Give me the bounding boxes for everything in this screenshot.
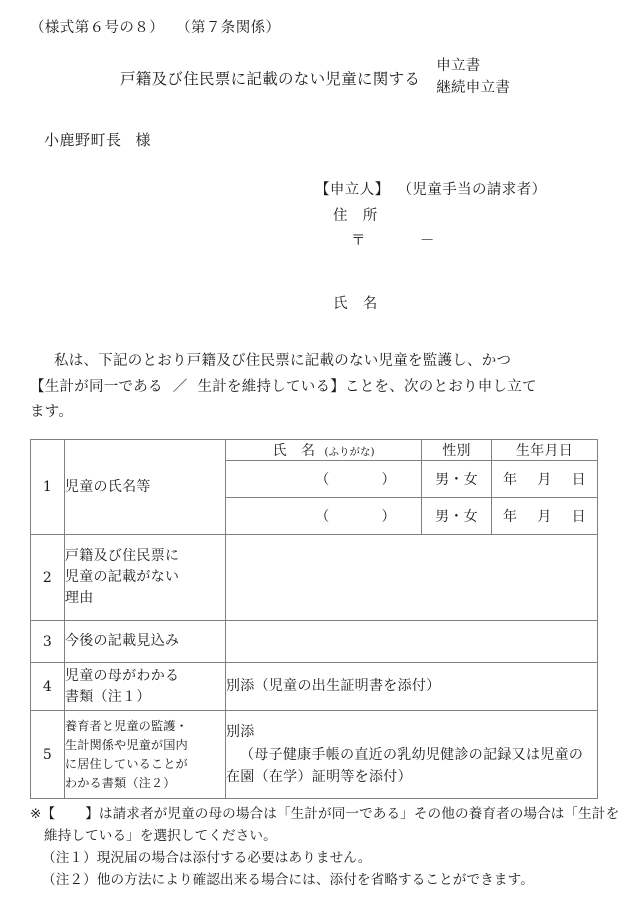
header-name-text: 氏 名 bbox=[272, 443, 316, 460]
dob-month-2: 月 bbox=[537, 509, 552, 526]
document-title bbox=[30, 56, 600, 100]
paren-close-2: ） bbox=[381, 509, 396, 526]
row-label-2 bbox=[64, 535, 225, 621]
row-label-2-line1: 戸籍及び住民票に bbox=[64, 548, 180, 565]
statement-line-1 bbox=[30, 349, 600, 374]
child-dob-input-1[interactable] bbox=[491, 461, 597, 498]
dob-month-1: 月 bbox=[537, 472, 552, 489]
statement-paragraph bbox=[30, 349, 600, 425]
row-label-4 bbox=[64, 663, 225, 711]
child-sex-choice-1[interactable]: 男・女 bbox=[422, 461, 492, 498]
row-number-2: 2 bbox=[31, 535, 65, 621]
row-number-4: 4 bbox=[31, 663, 65, 711]
row-number-5: 5 bbox=[31, 711, 65, 799]
statement-slash: ／ bbox=[172, 378, 188, 395]
dob-day-1: 日 bbox=[571, 472, 586, 489]
row-label-4-line2: 書類（注１） bbox=[64, 688, 151, 705]
table-row-4 bbox=[31, 663, 598, 711]
form-number-line bbox=[30, 0, 600, 40]
title-suffix-stack bbox=[436, 56, 510, 100]
table-row-1-header bbox=[31, 440, 598, 461]
applicant-address-row bbox=[315, 204, 600, 225]
row-label-5-line4: わかる書類（注２） bbox=[64, 775, 176, 790]
title-suffix-moushitatesho: 申立書 bbox=[436, 57, 481, 74]
dob-year-1: 年 bbox=[503, 472, 518, 489]
row-label-4-line1: 児童の母がわかる bbox=[64, 667, 180, 684]
child-name-input-1[interactable] bbox=[225, 461, 421, 498]
row-value-5[interactable] bbox=[225, 711, 597, 799]
paren-open-1: （ bbox=[315, 472, 330, 489]
row-value-4[interactable]: 別添（児童の出生証明書を添付） bbox=[225, 663, 597, 711]
star-mark-icon: ※ bbox=[30, 806, 42, 823]
row-number-3: 3 bbox=[31, 621, 65, 663]
table-row-3 bbox=[31, 621, 598, 663]
row-label-1: 児童の氏名等 bbox=[64, 440, 225, 535]
row-label-5-line2: 生計関係や児童が国内 bbox=[64, 737, 188, 752]
form-article-ref: （第７条関係） bbox=[176, 20, 281, 36]
child-dob-input-2[interactable] bbox=[491, 498, 597, 535]
row-label-5-line1: 養育者と児童の監護・ bbox=[64, 719, 188, 734]
row-value-3[interactable] bbox=[225, 621, 597, 663]
row-value-5-line2: （母子健康手帳の直近の乳幼児健診の記録又は児童の bbox=[239, 746, 584, 763]
applicant-name-row[interactable] bbox=[315, 292, 600, 313]
statement-line-2 bbox=[30, 375, 600, 400]
footnote-star-line1 bbox=[30, 803, 620, 825]
paren-open-2: （ bbox=[315, 509, 330, 526]
row-label-5-line3: に居住していることが bbox=[64, 756, 188, 771]
statement-line-3 bbox=[30, 400, 600, 425]
row-value-5-line3: 在園（在学）証明等を添付） bbox=[225, 769, 412, 786]
dob-day-2: 日 bbox=[571, 509, 586, 526]
row-label-5 bbox=[64, 711, 225, 799]
column-header-sex: 性別 bbox=[422, 440, 492, 461]
column-header-name bbox=[225, 440, 421, 461]
child-name-input-2[interactable] bbox=[225, 498, 421, 535]
row-label-2-line2: 児童の記載がない bbox=[64, 569, 180, 586]
declaration-table bbox=[30, 439, 598, 799]
postal-dash: － bbox=[419, 233, 435, 250]
addressee-line bbox=[30, 129, 600, 150]
applicant-heading-line bbox=[315, 178, 600, 199]
applicant-heading-note: （児童手当の請求者） bbox=[397, 182, 547, 199]
applicant-block bbox=[30, 178, 600, 313]
footnote-note-2: （注２）他の方法により確認出来る場合には、添付を省略することができます。 bbox=[42, 872, 534, 889]
footnotes bbox=[30, 803, 620, 891]
footnote-star-line2: 維持している」を選択してください。 bbox=[44, 828, 277, 845]
form-style-code: （様式第６号の８） bbox=[30, 20, 165, 36]
row-label-3: 今後の記載見込み bbox=[64, 621, 225, 663]
table-row-5 bbox=[31, 711, 598, 799]
applicant-name-label: 氏 名 bbox=[333, 296, 378, 313]
dob-year-2: 年 bbox=[503, 509, 518, 526]
addressee-office: 小鹿野町長 bbox=[44, 131, 122, 150]
child-sex-choice-2[interactable]: 男・女 bbox=[422, 498, 492, 535]
row-value-2[interactable] bbox=[225, 535, 597, 621]
star-line1-text: は請求者が児童の母の場合は「生計が同一である」その他の養育者の場合は「生計を bbox=[98, 806, 620, 823]
column-header-dob: 生年月日 bbox=[491, 440, 597, 461]
applicant-heading: 【申立人】 bbox=[315, 182, 390, 199]
row-label-2-line3: 理由 bbox=[64, 590, 94, 607]
row-number-1: 1 bbox=[31, 440, 65, 535]
postal-mark-icon: 〒 bbox=[351, 233, 366, 250]
table-row-2 bbox=[31, 535, 598, 621]
address-label: 住 所 bbox=[333, 208, 378, 225]
title-main-text: 戸籍及び住民票に記載のない児童に関する bbox=[120, 69, 421, 88]
statement-option-b[interactable]: 生計を維持している】ことを、次のとおり申し立て bbox=[197, 378, 537, 395]
header-name-furigana: (ふりがな) bbox=[324, 446, 375, 459]
addressee-honorific: 様 bbox=[135, 131, 152, 150]
title-suffix-keizoku-moushitatesho: 継続申立書 bbox=[436, 79, 511, 96]
paren-close-1: ） bbox=[381, 472, 396, 489]
row-value-5-line1: 別添 bbox=[225, 724, 255, 741]
star-bracket-open: 【 bbox=[41, 806, 56, 823]
statement-text-1: 私は、下記のとおり戸籍及び住民票に記載のない児童を監護し、かつ bbox=[54, 353, 512, 370]
statement-option-a[interactable]: 【生計が同一である bbox=[30, 378, 163, 395]
statement-text-3: ます。 bbox=[30, 404, 74, 420]
applicant-postal-row[interactable] bbox=[315, 229, 600, 250]
footnote-note-1: （注１）現況届の場合は添付する必要はありません。 bbox=[42, 850, 372, 867]
star-bracket-close: 】 bbox=[85, 806, 99, 823]
